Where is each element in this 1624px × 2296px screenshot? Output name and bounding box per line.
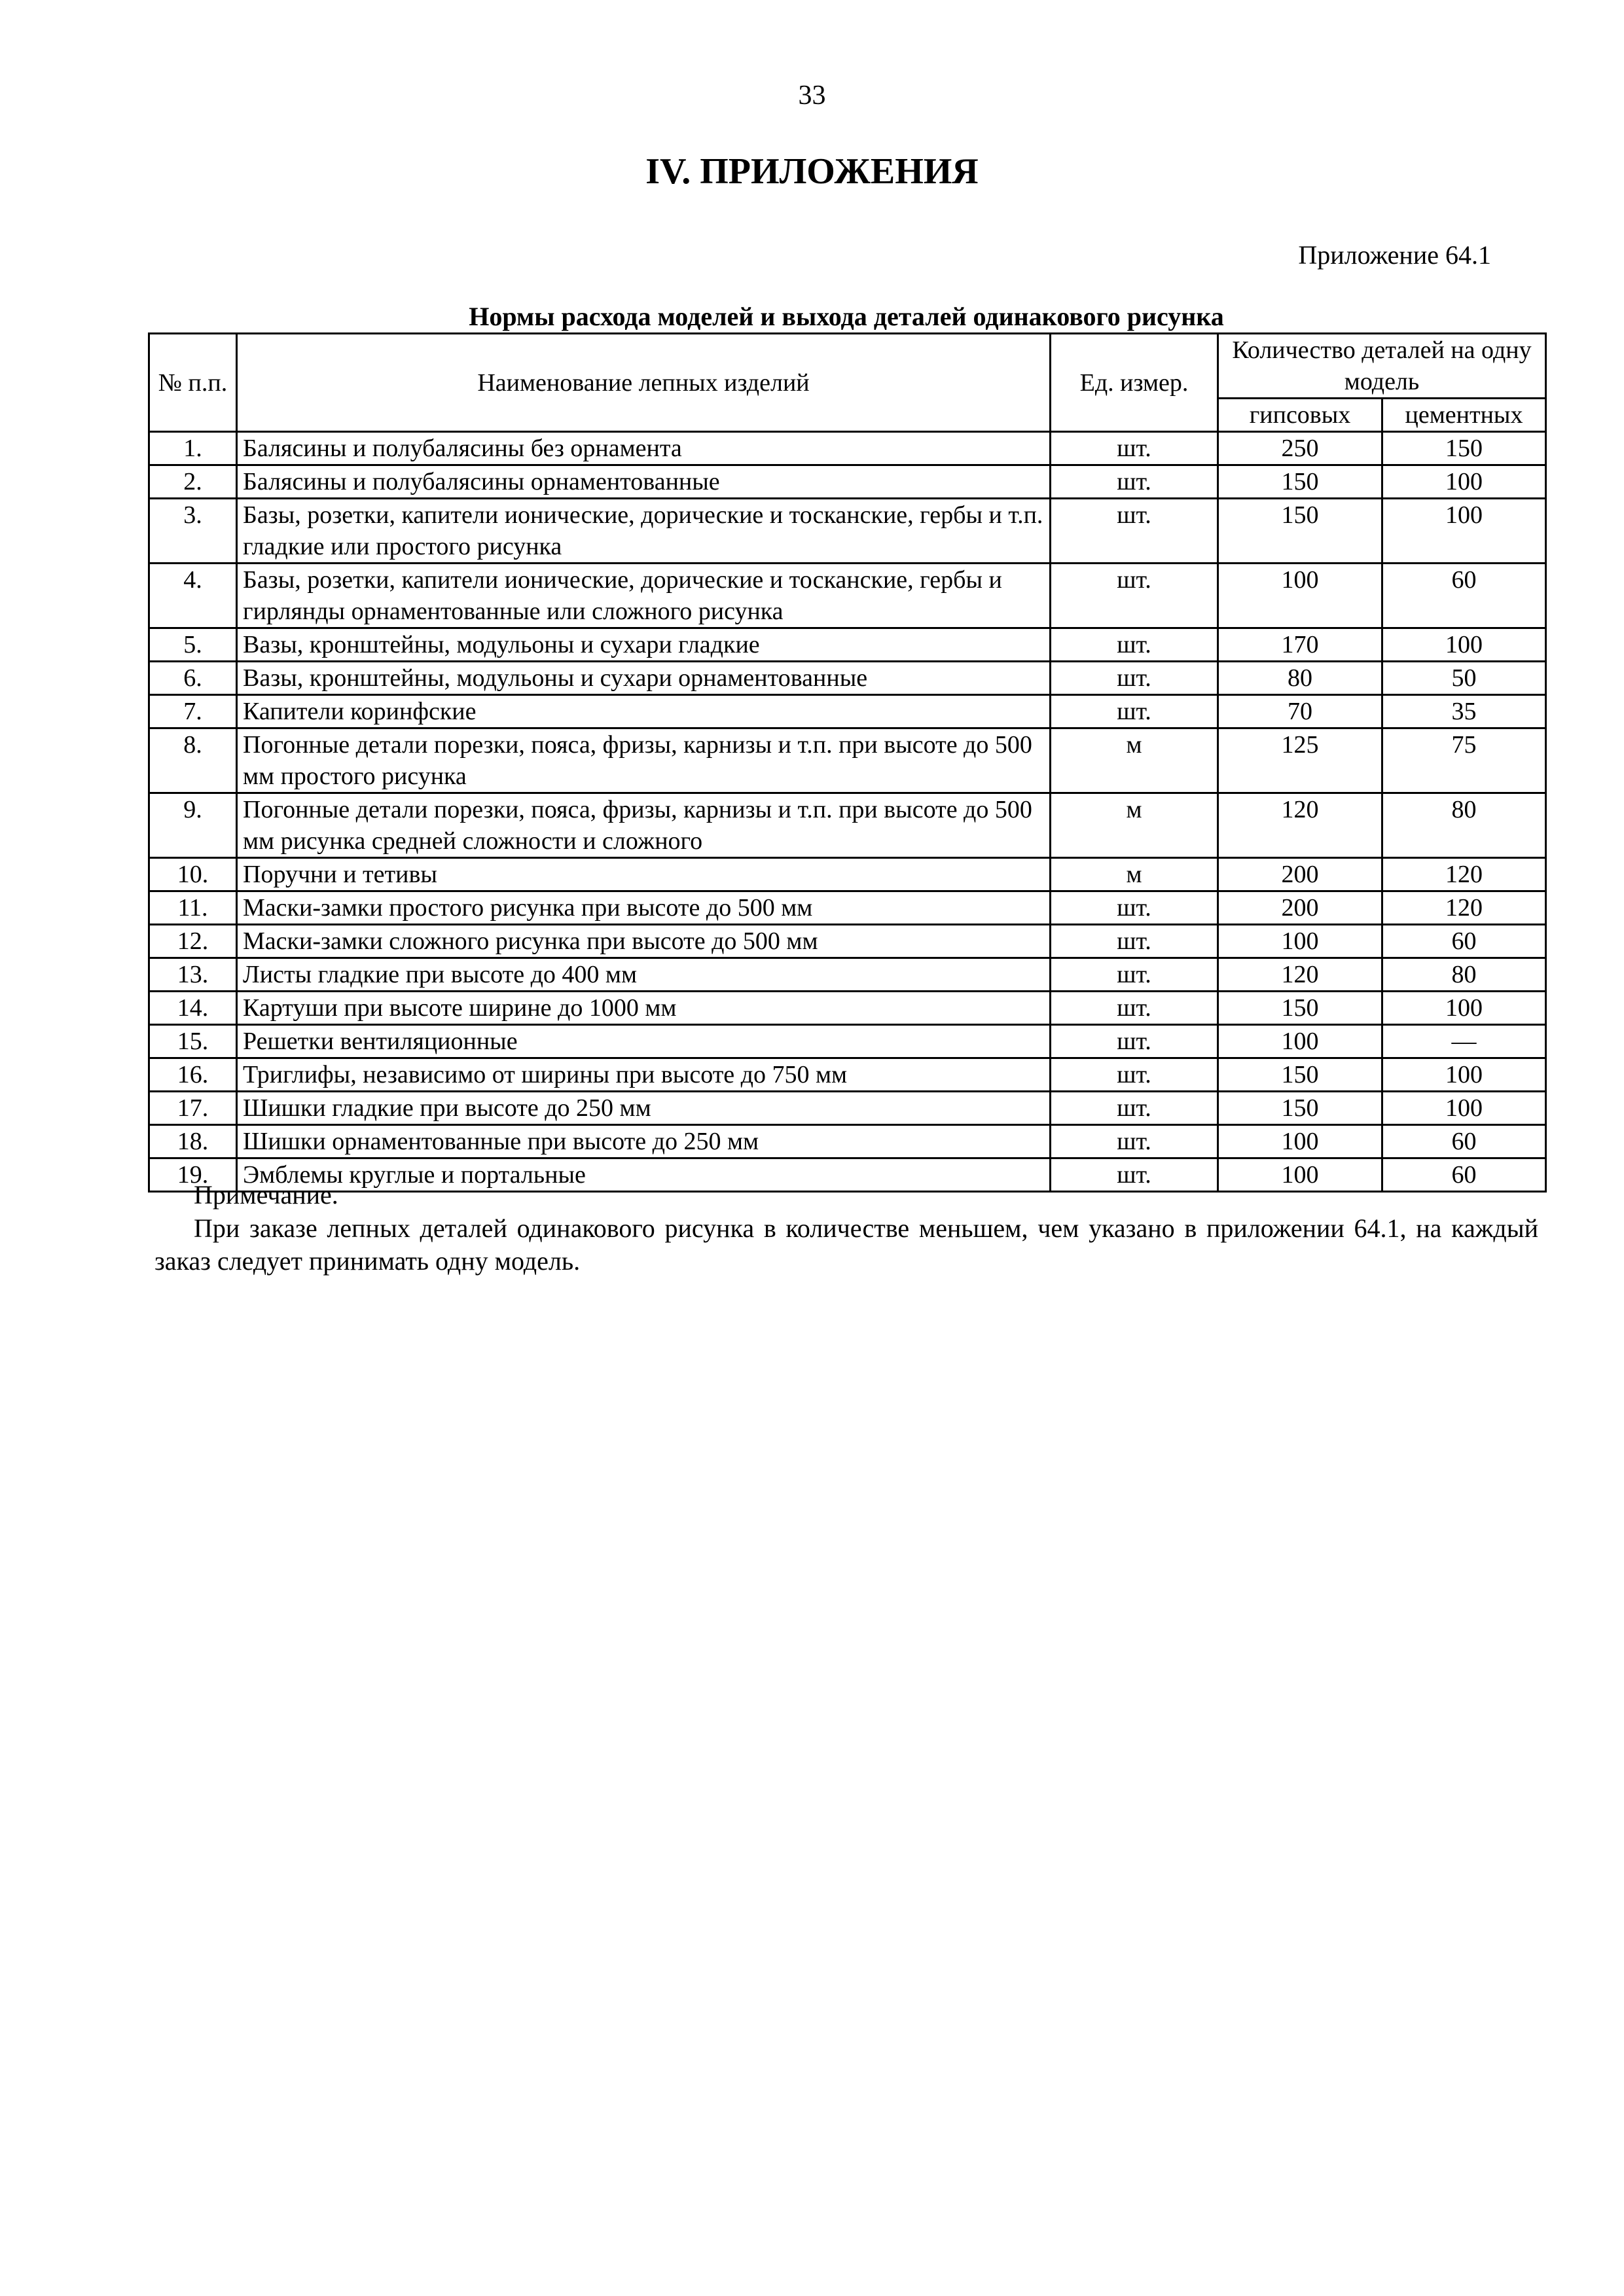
row-name: Балясины и полубалясины без орнамента (237, 432, 1051, 465)
row-number: 18. (149, 1125, 237, 1158)
table-row (149, 925, 1546, 958)
row-number: 5. (149, 628, 237, 662)
table-row (149, 1058, 1546, 1092)
row-cement: 60 (1382, 1125, 1546, 1158)
row-unit: шт. (1051, 992, 1218, 1025)
row-number: 8. (149, 728, 237, 793)
row-number: 2. (149, 465, 237, 499)
table-header (149, 334, 1546, 432)
row-gypsum: 150 (1218, 465, 1382, 499)
appendix-label: Приложение 64.1 (1298, 240, 1491, 270)
note-label: Примечание. (194, 1180, 338, 1210)
row-name: Триглифы, независимо от ширины при высоте до 750 мм (237, 1058, 1051, 1092)
table-row (149, 695, 1546, 728)
row-name: Капители коринфские (237, 695, 1051, 728)
row-gypsum: 125 (1218, 728, 1382, 793)
table-row (149, 793, 1546, 858)
row-cement: 75 (1382, 728, 1546, 793)
row-cement: 60 (1382, 1158, 1546, 1192)
row-unit: шт. (1051, 958, 1218, 992)
row-cement: 80 (1382, 793, 1546, 858)
row-gypsum: 80 (1218, 662, 1382, 695)
row-unit: шт. (1051, 564, 1218, 628)
row-gypsum: 120 (1218, 958, 1382, 992)
table-row (149, 958, 1546, 992)
row-cement: 100 (1382, 465, 1546, 499)
row-number: 12. (149, 925, 237, 958)
row-name: Погонные детали порезки, пояса, фризы, карнизы и т.п. при высоте до 500 мм рисунка средней сложности и сложного (237, 793, 1051, 858)
row-number: 3. (149, 499, 237, 564)
row-unit: шт. (1051, 891, 1218, 925)
row-gypsum: 150 (1218, 992, 1382, 1025)
row-unit: шт. (1051, 465, 1218, 499)
header-num: № п.п. (149, 334, 237, 432)
header-unit: Ед. измер. (1051, 334, 1218, 432)
table-row (149, 1125, 1546, 1158)
row-unit: шт. (1051, 499, 1218, 564)
row-name: Шишки орнаментованные при высоте до 250 мм (237, 1125, 1051, 1158)
table-row (149, 499, 1546, 564)
row-unit: шт. (1051, 695, 1218, 728)
row-cement: 150 (1382, 432, 1546, 465)
table-row (149, 1025, 1546, 1058)
table-row (149, 891, 1546, 925)
row-gypsum: 150 (1218, 1092, 1382, 1125)
row-gypsum: 120 (1218, 793, 1382, 858)
row-number: 7. (149, 695, 237, 728)
row-cement: 100 (1382, 628, 1546, 662)
section-title: IV. ПРИЛОЖЕНИЯ (645, 151, 979, 192)
table-row (149, 728, 1546, 793)
row-number: 1. (149, 432, 237, 465)
row-name: Вазы, кронштейны, модульоны и сухари гладкие (237, 628, 1051, 662)
row-cement: 50 (1382, 662, 1546, 695)
table-row (149, 1158, 1546, 1192)
row-number: 9. (149, 793, 237, 858)
row-cement: — (1382, 1025, 1546, 1058)
row-name: Маски-замки сложного рисунка при высоте до 500 мм (237, 925, 1051, 958)
row-gypsum: 150 (1218, 499, 1382, 564)
row-gypsum: 250 (1218, 432, 1382, 465)
row-gypsum: 200 (1218, 858, 1382, 891)
row-name: Балясины и полубалясины орнаментованные (237, 465, 1051, 499)
row-unit: шт. (1051, 925, 1218, 958)
table-row (149, 465, 1546, 499)
table-row (149, 564, 1546, 628)
page-number: 33 (798, 81, 826, 111)
row-number: 19. (149, 1158, 237, 1192)
row-gypsum: 170 (1218, 628, 1382, 662)
row-gypsum: 100 (1218, 1025, 1382, 1058)
row-number: 17. (149, 1092, 237, 1125)
norms-table (148, 332, 1547, 1193)
table-row (149, 662, 1546, 695)
row-cement: 35 (1382, 695, 1546, 728)
row-name: Шишки гладкие при высоте до 250 мм (237, 1092, 1051, 1125)
row-unit: шт. (1051, 432, 1218, 465)
table-body (149, 432, 1546, 1192)
header-gypsum: гипсовых (1218, 399, 1382, 432)
row-name: Маски-замки простого рисунка при высоте до 500 мм (237, 891, 1051, 925)
row-number: 13. (149, 958, 237, 992)
row-number: 15. (149, 1025, 237, 1058)
row-cement: 100 (1382, 992, 1546, 1025)
row-unit: шт. (1051, 1158, 1218, 1192)
row-gypsum: 100 (1218, 1158, 1382, 1192)
row-name: Картуши при высоте ширине до 1000 мм (237, 992, 1051, 1025)
row-name: Погонные детали порезки, пояса, фризы, карнизы и т.п. при высоте до 500 мм простого рисунка (237, 728, 1051, 793)
row-unit: шт. (1051, 1125, 1218, 1158)
row-number: 10. (149, 858, 237, 891)
row-name: Базы, розетки, капители ионические, дорические и тосканские, гербы и гирлянды орнаментованные или сложного рисунка (237, 564, 1051, 628)
table-row (149, 1092, 1546, 1125)
row-number: 4. (149, 564, 237, 628)
row-name: Листы гладкие при высоте до 400 мм (237, 958, 1051, 992)
row-name: Эмблемы круглые и портальные (237, 1158, 1051, 1192)
row-cement: 120 (1382, 858, 1546, 891)
row-cement: 60 (1382, 564, 1546, 628)
row-cement: 100 (1382, 1058, 1546, 1092)
row-name: Решетки вентиляционные (237, 1025, 1051, 1058)
table-row (149, 432, 1546, 465)
header-name: Наименование лепных изделий (237, 334, 1051, 432)
row-unit: шт. (1051, 1092, 1218, 1125)
row-name: Вазы, кронштейны, модульоны и сухари орнаментованные (237, 662, 1051, 695)
table-row (149, 992, 1546, 1025)
row-name: Базы, розетки, капители ионические, дорические и тосканские, гербы и т.п. гладкие или простого рисунка (237, 499, 1051, 564)
row-number: 16. (149, 1058, 237, 1092)
row-unit: шт. (1051, 1058, 1218, 1092)
row-cement: 100 (1382, 499, 1546, 564)
row-gypsum: 150 (1218, 1058, 1382, 1092)
table-row (149, 628, 1546, 662)
row-number: 14. (149, 992, 237, 1025)
table-row (149, 858, 1546, 891)
row-gypsum: 70 (1218, 695, 1382, 728)
row-cement: 80 (1382, 958, 1546, 992)
row-name: Поручни и тетивы (237, 858, 1051, 891)
row-number: 11. (149, 891, 237, 925)
row-unit: м (1051, 728, 1218, 793)
row-unit: шт. (1051, 662, 1218, 695)
header-qty: Количество деталей на одну модель (1218, 334, 1546, 399)
row-unit: шт. (1051, 628, 1218, 662)
row-gypsum: 100 (1218, 564, 1382, 628)
row-cement: 100 (1382, 1092, 1546, 1125)
row-gypsum: 100 (1218, 925, 1382, 958)
row-unit: м (1051, 858, 1218, 891)
row-gypsum: 200 (1218, 891, 1382, 925)
row-unit: шт. (1051, 1025, 1218, 1058)
row-unit: м (1051, 793, 1218, 858)
row-number: 6. (149, 662, 237, 695)
table-title: Нормы расхода моделей и выхода деталей одинакового рисунка (469, 302, 1224, 331)
header-cement: цементных (1382, 399, 1546, 432)
row-cement: 120 (1382, 891, 1546, 925)
note-text: При заказе лепных деталей одинакового рисунка в количестве меньшем, чем указано в приложении 64.1, на каждый заказ следует принимать одну модель. (154, 1213, 1538, 1276)
row-gypsum: 100 (1218, 1125, 1382, 1158)
row-cement: 60 (1382, 925, 1546, 958)
